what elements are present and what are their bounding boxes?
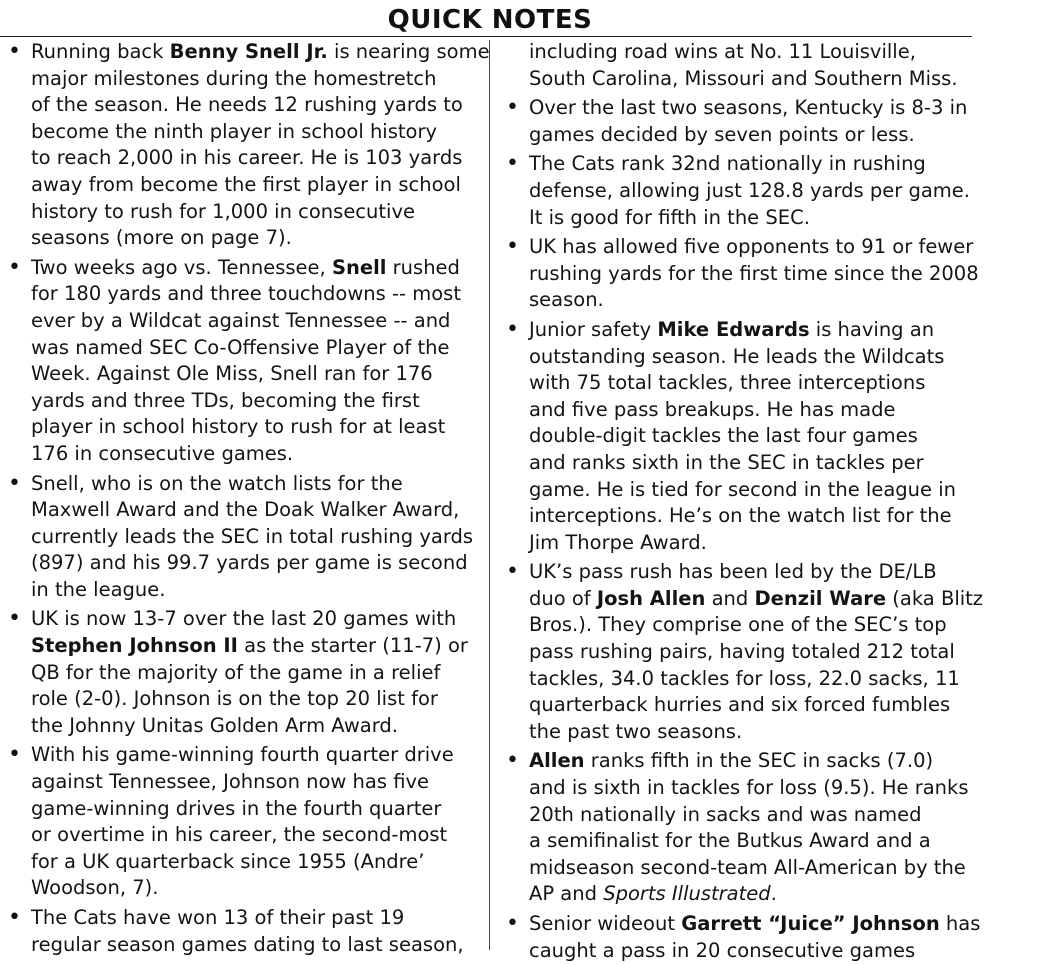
text-run: with 75 total tackles, three interceptions: [529, 371, 926, 395]
note-line: [529, 719, 976, 746]
note-line: [31, 713, 484, 740]
text-run: or overtime in his career, the second-most: [31, 823, 448, 847]
note-line: [31, 225, 484, 252]
text-run: the Johnny Unitas Golden Arm Award.: [31, 713, 398, 737]
text-run: 176 in consecutive games.: [31, 441, 294, 465]
note-line: [529, 423, 976, 450]
note-line: [31, 255, 484, 282]
text-run: Junior safety: [529, 317, 658, 341]
note-line: [31, 577, 484, 604]
text-run: seasons (more on page 7).: [31, 226, 292, 250]
note-item: [6, 742, 484, 902]
note-line: [31, 199, 484, 226]
note-line: [529, 938, 976, 964]
text-run: Woodson, 7).: [31, 876, 159, 900]
note-line: [529, 477, 976, 504]
note-item: [504, 748, 976, 908]
note-line: [31, 796, 484, 823]
note-line: [31, 388, 484, 415]
note-line: [31, 145, 484, 172]
page-title: QUICK NOTES: [387, 5, 593, 35]
text-run: a semifinalist for the Butkus Award and a: [529, 829, 931, 853]
note-line: [529, 881, 976, 908]
text-run: and: [705, 586, 755, 610]
note-line: [529, 178, 976, 205]
note-item: [6, 905, 484, 958]
note-line: [31, 335, 484, 362]
note-line: [529, 503, 976, 530]
column-divider: [489, 40, 490, 950]
text-run: as the starter (11-7) or: [237, 634, 468, 658]
text-run: defense, allowing just 128.8 yards per game.: [529, 178, 970, 202]
note-line: [529, 151, 976, 178]
note-line: [529, 234, 976, 261]
note-line: [31, 308, 484, 335]
text-run: Running back: [31, 40, 170, 63]
text-run: of the season. He needs 12 rushing yards to: [31, 93, 463, 117]
note-item: [504, 911, 981, 964]
note-line: [31, 769, 484, 796]
note-line: [529, 344, 976, 371]
text-run: to reach 2,000 in his career. He is 103 yards: [31, 146, 463, 170]
note-line: [31, 932, 484, 959]
note-line: [529, 828, 976, 855]
note-line: [31, 92, 484, 119]
text-run: away from become the first player in school: [31, 172, 461, 196]
note-line: [529, 639, 976, 666]
text-run: Week. Against Ole Miss, Snell ran for 176: [31, 362, 433, 386]
text-run: ranks fifth in the SEC in sacks (7.0): [584, 749, 934, 773]
bold-name: Garrett “Juice” Johnson: [681, 912, 940, 935]
text-run: double-digit tackles the last four games: [529, 424, 918, 448]
note-line: [31, 119, 484, 146]
text-run: outstanding season. He leads the Wildcats: [529, 344, 945, 368]
text-run: Jim Thorpe Award.: [529, 530, 707, 554]
note-line: [529, 530, 976, 557]
note-line: [31, 849, 484, 876]
note-line: [529, 775, 976, 802]
right-notes-list: [504, 39, 984, 964]
text-run: is nearing some: [327, 40, 490, 63]
text-run: quarterback hurries and six forced fumbles: [529, 693, 951, 717]
note-line: [31, 66, 484, 93]
note-line: [529, 911, 981, 938]
text-run: Senior wideout: [529, 912, 682, 935]
text-run: for a UK quarterback since 1955 (Andre’: [31, 849, 425, 873]
bold-name: Denzil Ware: [754, 586, 887, 610]
note-item: [504, 234, 979, 314]
bold-name: Allen: [529, 749, 585, 773]
text-run: UK is now 13-7 over the last 20 games with: [31, 607, 457, 631]
text-run: player in school history to rush for at least: [31, 415, 446, 439]
text-run: the past two seasons.: [529, 719, 743, 743]
note-line: [31, 471, 484, 498]
note-line: [31, 742, 484, 769]
text-run: and five pass breakups. He has made: [529, 397, 896, 421]
text-run: AP and: [529, 882, 604, 906]
text-run: rushed: [386, 255, 460, 279]
note-item: [6, 255, 484, 468]
text-run: (897) and his 99.7 yards per game is second: [31, 551, 468, 575]
text-run: game. He is tied for second in the league in: [529, 477, 956, 501]
text-run: duo of: [529, 586, 597, 610]
text-run: (aka Blitz: [886, 586, 984, 610]
note-continuation: [504, 39, 976, 92]
note-line: [31, 441, 484, 468]
note-line: [31, 172, 484, 199]
note-item: [6, 471, 484, 604]
bold-name: Benny Snell Jr.: [169, 40, 328, 63]
text-run: become the ninth player in school history: [31, 119, 438, 143]
text-run: pass rushing pairs, having totaled 212 total: [529, 640, 955, 664]
text-run: UK’s pass rush has been led by the DE/LB: [529, 560, 937, 584]
text-run: role (2-0). Johnson is on the top 20 list for: [31, 687, 438, 711]
text-run: midseason second-team All-American by the: [529, 855, 966, 879]
note-line: [31, 606, 484, 633]
bold-name: Josh Allen: [596, 586, 706, 610]
text-run: was named SEC Co-Offensive Player of the: [31, 335, 450, 359]
text-run: and ranks sixth in the SEC in tackles per: [529, 450, 924, 474]
text-run: season.: [529, 288, 604, 312]
note-line: [31, 686, 484, 713]
note-line: [529, 66, 976, 93]
left-notes-list: [6, 39, 490, 958]
text-run: The Cats rank 32nd nationally in rushing: [529, 152, 926, 176]
text-run: for 180 yards and three touchdowns -- most: [31, 282, 461, 306]
note-line: [529, 855, 976, 882]
note-line: [31, 281, 484, 308]
text-run: history to rush for 1,000 in consecutive: [31, 199, 415, 223]
text-run: against Tennessee, Johnson now has five: [31, 770, 430, 794]
text-run: including road wins at No. 11 Louisville,: [529, 40, 916, 63]
text-run: 20th nationally in sacks and was named: [529, 802, 922, 826]
text-run: games decided by seven points or less.: [529, 122, 915, 146]
note-line: [31, 550, 484, 577]
text-run: With his game-winning fourth quarter drive: [31, 743, 454, 767]
text-run: tackles, 34.0 tackles for loss, 22.0 sacks, 11: [529, 666, 960, 690]
text-run: Maxwell Award and the Doak Walker Award,: [31, 498, 460, 522]
note-item: [504, 151, 976, 231]
text-run: Bros.). They comprise one of the SEC’s top: [529, 613, 947, 637]
text-run: UK has allowed five opponents to 91 or fewer: [529, 235, 974, 259]
note-line: [529, 559, 976, 586]
note-line: [529, 39, 976, 66]
text-run: game-winning drives in the fourth quarter: [31, 796, 442, 820]
text-run: .: [770, 882, 777, 906]
bold-name: Mike Edwards: [657, 317, 810, 341]
note-line: [529, 287, 976, 314]
text-run: It is good for fifth in the SEC.: [529, 205, 810, 229]
text-run: has: [939, 912, 981, 935]
note-line: [529, 205, 976, 232]
text-run: yards and three TDs, becoming the first: [31, 388, 420, 412]
note-line: [31, 633, 484, 660]
note-line: [529, 666, 976, 693]
note-line: [529, 692, 976, 719]
note-line: [529, 586, 984, 613]
text-run: major milestones during the homestretch: [31, 66, 437, 90]
bold-name: Stephen Johnson II: [31, 634, 238, 658]
note-line: [529, 748, 976, 775]
note-line: [31, 905, 484, 932]
note-item: [6, 606, 484, 739]
text-run: Two weeks ago vs. Tennessee,: [31, 255, 332, 279]
text-run: in the league.: [31, 577, 166, 601]
note-line: [31, 39, 490, 66]
text-run: interceptions. He’s on the watch list for the: [529, 504, 952, 528]
note-item: [6, 39, 490, 252]
title-rule: [0, 36, 972, 37]
note-line: [31, 414, 484, 441]
note-line: [31, 497, 484, 524]
right-column: [504, 39, 984, 964]
note-line: [31, 524, 484, 551]
note-line: [529, 370, 976, 397]
note-line: [31, 660, 484, 687]
text-run: and is sixth in tackles for loss (9.5). He ranks: [529, 776, 969, 800]
italic-text: Sports Illustrated: [603, 882, 771, 906]
text-run: The Cats have won 13 of their past 19: [31, 906, 405, 929]
text-run: currently leads the SEC in total rushing yards: [31, 524, 474, 548]
text-run: regular season games dating to last season,: [31, 932, 464, 956]
text-run: Snell, who is on the watch lists for the: [31, 471, 403, 495]
note-line: [31, 361, 484, 388]
note-line: [529, 802, 976, 829]
text-run: ever by a Wildcat against Tennessee -- and: [31, 308, 451, 332]
text-run: QB for the majority of the game in a relief: [31, 660, 441, 684]
note-line: [529, 122, 976, 149]
note-item: [504, 559, 984, 745]
left-column: [6, 39, 490, 958]
note-line: [529, 95, 976, 122]
text-run: rushing yards for the first time since the 2008: [529, 261, 979, 285]
note-line: [529, 450, 976, 477]
bold-name: Snell: [331, 255, 387, 279]
text-run: caught a pass in 20 consecutive games: [529, 938, 916, 962]
note-line: [31, 875, 484, 902]
note-item: [504, 95, 976, 148]
text-run: Over the last two seasons, Kentucky is 8-3 in: [529, 96, 968, 120]
note-line: [31, 822, 484, 849]
note-line: [529, 261, 979, 288]
note-line: [529, 317, 976, 344]
note-item: [504, 317, 976, 556]
note-line: [529, 397, 976, 424]
text-run: South Carolina, Missouri and Southern Miss.: [529, 66, 958, 90]
text-run: is having an: [809, 317, 935, 341]
note-line: [529, 612, 976, 639]
